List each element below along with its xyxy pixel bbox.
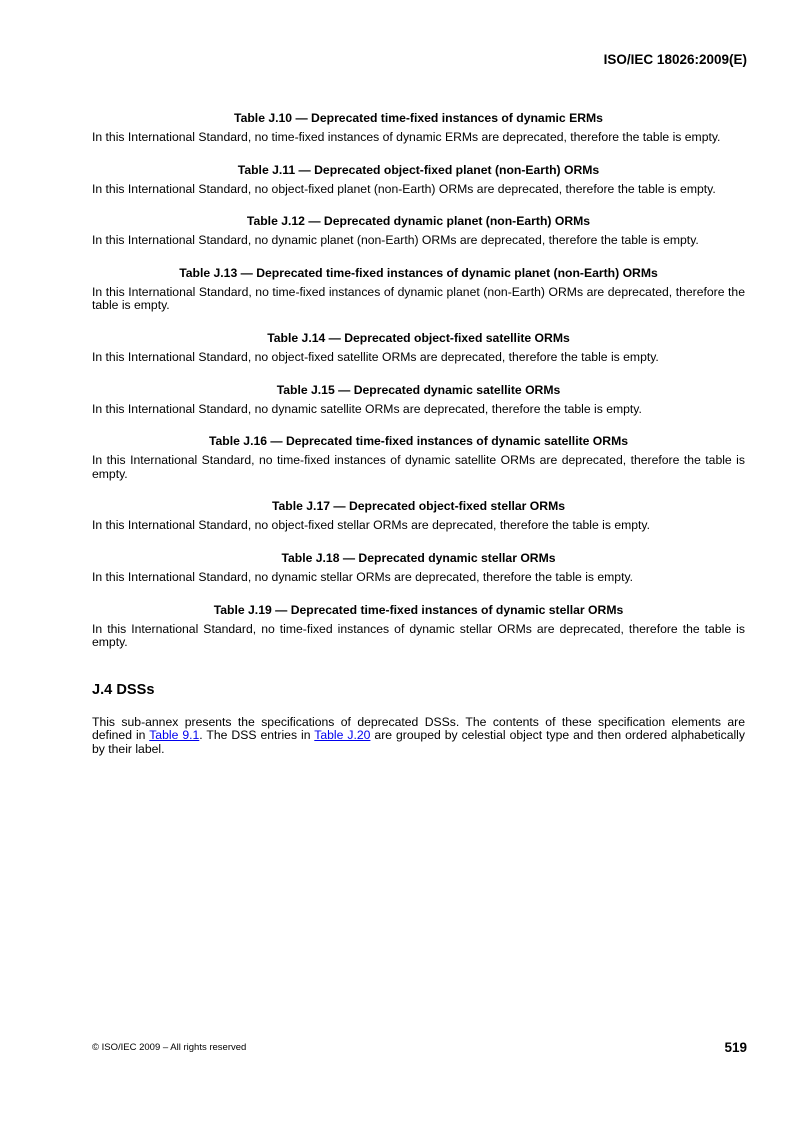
table-entry bbox=[92, 434, 745, 481]
table-caption: Table J.19 — Deprecated time-fixed instances of dynamic stellar ORMs bbox=[213, 602, 624, 617]
table-caption: Table J.14 — Deprecated object-fixed satellite ORMs bbox=[267, 330, 570, 345]
section-heading: J.4 DSSs bbox=[92, 681, 155, 698]
table-note: In this International Standard, no object-fixed satellite ORMs are deprecated, therefore the table is empty. bbox=[92, 349, 659, 364]
table-9-1-link[interactable]: Table 9.1 bbox=[149, 728, 200, 743]
table-entry bbox=[92, 214, 745, 248]
table-entry bbox=[92, 383, 745, 417]
page-number: 519 bbox=[724, 1040, 747, 1055]
table-entry bbox=[92, 603, 745, 650]
paragraph-text: are grouped by celestial object type and then ordered alphabetically by their label. bbox=[92, 728, 745, 756]
table-j-20-link[interactable]: Table J.20 bbox=[314, 728, 371, 743]
table-note: In this International Standard, no time-fixed instances of dynamic ERMs are deprecated, therefore the table is empty. bbox=[92, 130, 721, 144]
document-id-header: ISO/IEC 18026:2009(E) bbox=[603, 52, 747, 67]
table-note: In this International Standard, no time-fixed instances of dynamic planet (non-Earth) ORMs are deprecated, therefore the table is empty. bbox=[92, 284, 745, 313]
section-paragraph bbox=[92, 716, 745, 757]
table-caption: Table J.16 — Deprecated time-fixed instances of dynamic satellite ORMs bbox=[208, 434, 629, 449]
table-note: In this International Standard, no object-fixed stellar ORMs are deprecated, therefore the table is empty. bbox=[92, 518, 650, 533]
table-note: In this International Standard, no dynamic planet (non-Earth) ORMs are deprecated, therefore the table is empty. bbox=[92, 233, 699, 248]
table-entry bbox=[92, 163, 745, 197]
table-caption: Table J.10 — Deprecated time-fixed instances of dynamic ERMs bbox=[234, 111, 603, 125]
table-caption: Table J.11 — Deprecated object-fixed planet (non-Earth) ORMs bbox=[237, 162, 600, 177]
table-caption: Table J.17 — Deprecated object-fixed stellar ORMs bbox=[271, 499, 566, 514]
table-caption: Table J.13 — Deprecated time-fixed instances of dynamic planet (non-Earth) ORMs bbox=[179, 265, 658, 280]
table-caption: Table J.18 — Deprecated dynamic stellar ORMs bbox=[281, 550, 556, 565]
table-entry bbox=[92, 499, 745, 533]
table-note: In this International Standard, no time-fixed instances of dynamic stellar ORMs are deprecated, therefore the table is empty. bbox=[92, 621, 745, 650]
table-entry bbox=[92, 551, 745, 585]
table-entry bbox=[92, 266, 745, 313]
paragraph-text: . The DSS entries in bbox=[199, 728, 315, 743]
table-entry bbox=[92, 111, 745, 145]
table-caption: Table J.12 — Deprecated dynamic planet (non-Earth) ORMs bbox=[246, 214, 591, 229]
main-content bbox=[92, 111, 745, 757]
table-entry bbox=[92, 331, 745, 365]
table-note: In this International Standard, no object-fixed planet (non-Earth) ORMs are deprecated, therefore the table is empty. bbox=[92, 181, 716, 196]
paragraph-text: This sub-annex presents the specifications of deprecated DSSs. The contents of these specification elements are defined in bbox=[92, 714, 745, 743]
table-note: In this International Standard, no dynamic satellite ORMs are deprecated, therefore the table is empty. bbox=[92, 401, 642, 416]
table-note: In this International Standard, no dynamic stellar ORMs are deprecated, therefore the table is empty. bbox=[92, 569, 634, 584]
table-caption: Table J.15 — Deprecated dynamic satellite ORMs bbox=[276, 382, 561, 397]
table-note: In this International Standard, no time-fixed instances of dynamic satellite ORMs are deprecated, therefore the table is empty. bbox=[92, 453, 745, 481]
copyright-footer: © ISO/IEC 2009 – All rights reserved bbox=[92, 1042, 247, 1053]
